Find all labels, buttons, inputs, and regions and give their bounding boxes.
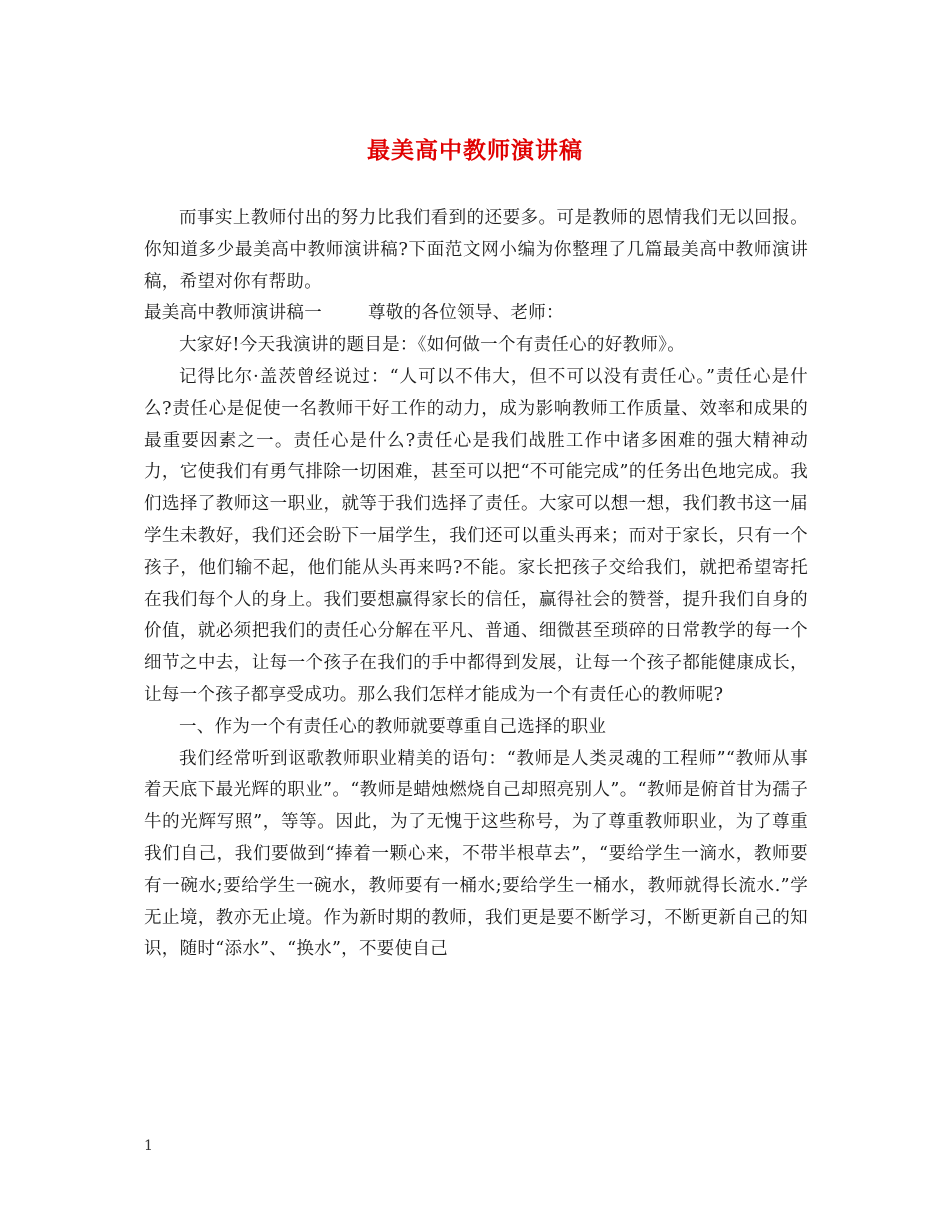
speech-label: 最美高中教师演讲稿一 xyxy=(144,303,322,324)
greeting-paragraph: 大家好!今天我演讲的题目是：《如何做一个有责任心的好教师》。 xyxy=(179,335,686,356)
body-paragraph-2: 我们经常听到讴歌教师职业精美的语句：“教师是人类灵魂的工程师”“教师从事着天底下最光辉的职业”。“教师是蜡烛燃烧自己却照亮别人”。“教师是俯首甘为孺子牛的光辉写照”，等等。因此，为了无愧于这些称号，为了尊重教师职业，为了尊重我们自己，我们要做到“捧着一颗心来，不带半根草去”，“要给学生一滴水，教师要有一碗水;要给学生一碗水，教师要有一桶水;要给学生一桶水，教师就得长流水.”学无止境，教亦无止境。作为新时期的教师，我们更是要不断学习，不断更新自己的知识，随时“添水”、“换水”，不要使自己 xyxy=(144,748,808,960)
document-body xyxy=(144,203,808,966)
speech-heading-line xyxy=(144,298,808,330)
salutation: 尊敬的各位领导、老师： xyxy=(368,303,564,324)
intro-paragraph: 而事实上教师付出的努力比我们看到的还要多。可是教师的恩情我们无以回报。你知道多少最美高中教师演讲稿?下面范文网小编为你整理了几篇最美高中教师演讲稿，希望对你有帮助。 xyxy=(144,208,808,292)
page-number: 1 xyxy=(144,1138,153,1154)
section-heading-1: 一、作为一个有责任心的教师就要尊重自己选择的职业 xyxy=(179,716,607,737)
body-paragraph-1: 记得比尔·盖茨曾经说过：“人可以不伟大，但不可以没有责任心。”责任心是什么?责任心是促使一名教师干好工作的动力，成为影响教师工作质量、效率和成果的最重要因素之一。责任心是什么?责任心是我们战胜工作中诸多困难的强大精神动力，它使我们有勇气排除一切困难，甚至可以把“不可能完成”的任务出色地完成。我们选择了教师这一职业，就等于我们选择了责任。大家可以想一想，我们教书这一届学生未教好，我们还会盼下一届学生，我们还可以重头再来；而对于家长，只有一个孩子，他们输不起，他们能从头再来吗?不能。家长把孩子交给我们，就把希望寄托在我们每个人的身上。我们要想赢得家长的信任，赢得社会的赞誉，提升我们自身的价值，就必须把我们的责任心分解在平凡、普通、细微甚至琐碎的日常教学的每一个细节之中去，让每一个孩子在我们的手中都得到发展，让每一个孩子都能健康成长，让每一个孩子都享受成功。那么我们怎样才能成为一个有责任心的教师呢? xyxy=(144,366,808,705)
document-title: 最美高中教师演讲稿 xyxy=(367,137,583,164)
